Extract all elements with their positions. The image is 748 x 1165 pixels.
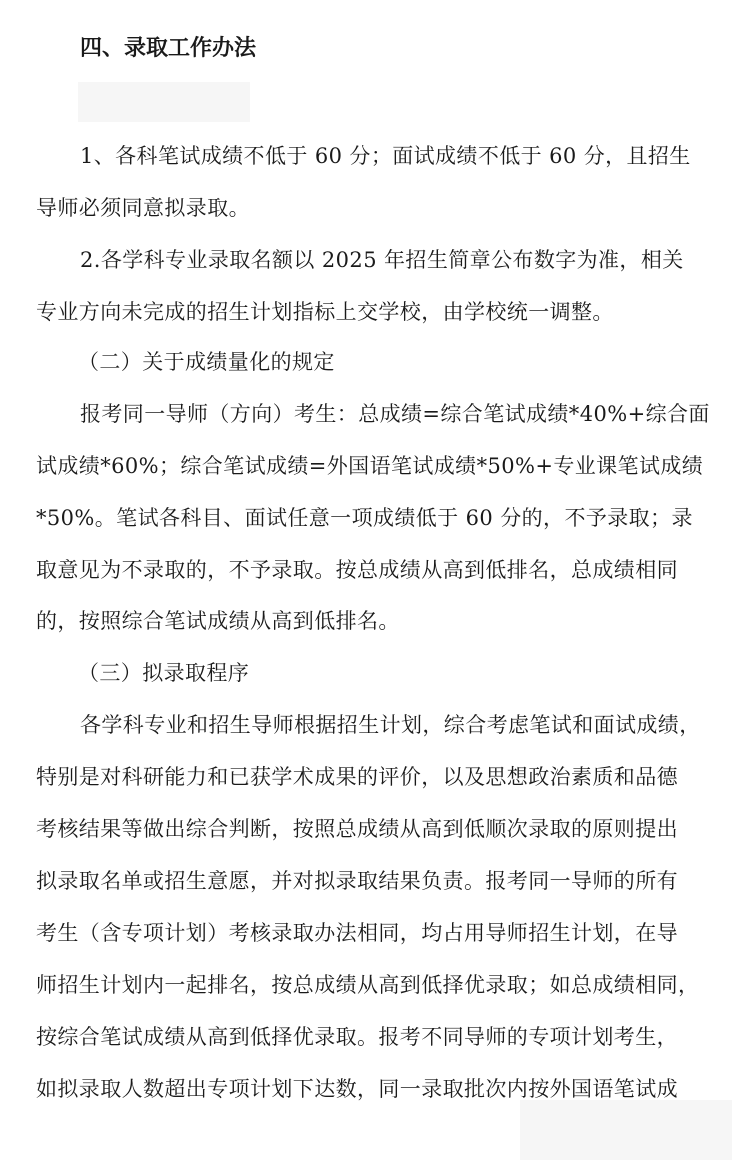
paragraph-line: 各学科专业和招生导师根据招生计划，综合考虑笔试和面试成绩，: [80, 713, 701, 737]
paragraph-line: 师招生计划内一起排名，按总成绩从高到低择优录取；如总成绩相同，: [36, 973, 700, 997]
scan-artifact: [520, 1100, 732, 1160]
paragraph-line: 的，按照综合笔试成绩从高到低排名。: [36, 609, 400, 633]
paragraph-line: *50%。笔试各科目、面试任意一项成绩低于 60 分的，不予录取；录: [36, 506, 693, 530]
paragraph-line: 特别是对科研能力和已获学术成果的评价，以及思想政治素质和品德: [36, 765, 678, 789]
paragraph-line: 取意见为不录取的，不予录取。按总成绩从高到低排名，总成绩相同: [36, 558, 678, 582]
scan-artifact: [78, 82, 250, 122]
paragraph-line: 试成绩*60%；综合笔试成绩=外国语笔试成绩*50%+专业课笔试成绩: [36, 454, 704, 478]
paragraph-line: 导师必须同意拟录取。: [36, 196, 250, 220]
paragraph-line: 2.各学科专业录取名额以 2025 年招生简章公布数字为准，相关: [80, 248, 684, 272]
paragraph-line: 拟录取名单或招生意愿，并对拟录取结果负责。报考同一导师的所有: [36, 869, 678, 893]
subsection-title: （三）拟录取程序: [78, 661, 250, 685]
paragraph-line: 考核结果等做出综合判断，按照总成绩从高到低顺次录取的原则提出: [36, 817, 678, 841]
paragraph-line: 按综合笔试成绩从高到低择优录取。报考不同导师的专项计划考生，: [36, 1025, 678, 1049]
section-heading: 四、录取工作办法: [80, 36, 257, 61]
paragraph-line: 报考同一导师（方向）考生：总成绩=综合笔试成绩*40%+综合面: [80, 402, 710, 426]
paragraph-line: 专业方向未完成的招生计划指标上交学校，由学校统一调整。: [36, 300, 614, 324]
paragraph-line: 如拟录取人数超出专项计划下达数，同一录取批次内按外国语笔试成: [36, 1077, 678, 1101]
paragraph-line: 1、各科笔试成绩不低于 60 分；面试成绩不低于 60 分，且招生: [80, 144, 691, 168]
paragraph-line: 考生（含专项计划）考核录取办法相同，均占用导师招生计划，在导: [36, 921, 678, 945]
subsection-title: （二）关于成绩量化的规定: [78, 350, 335, 374]
